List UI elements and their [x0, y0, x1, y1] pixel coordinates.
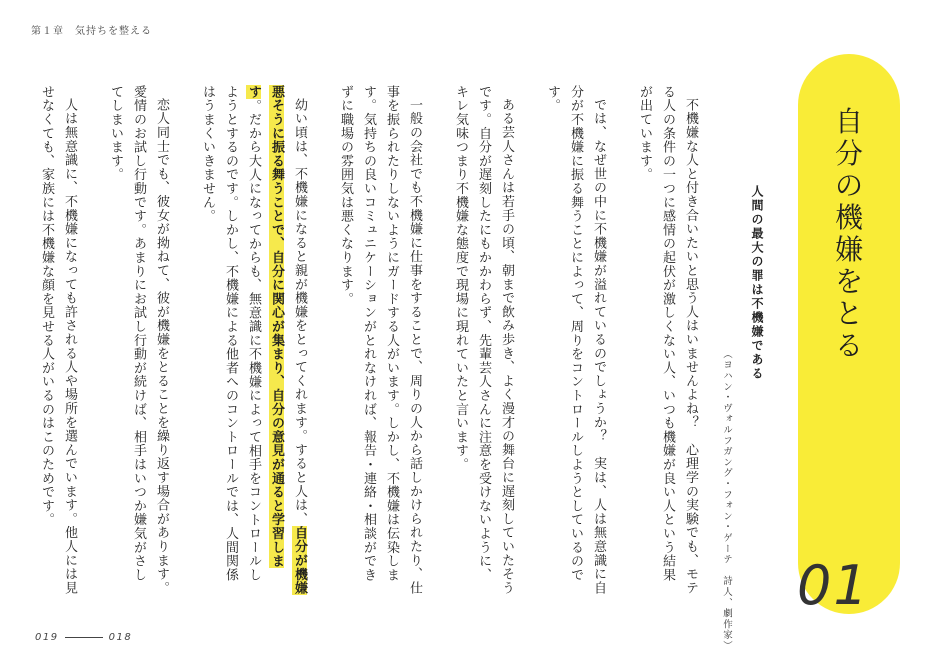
running-head: 第１章 気持ちを整える [31, 26, 152, 37]
chapter-number: 01 [797, 554, 870, 617]
body-paragraph: 不機嫌な人と付き合いたいと思う人はいませんよね？ 心理学の実験でも、モテる人の条件の一つに感情の起伏が激しくない人、いつも機嫌が良い人という結果が出ています。 [637, 85, 698, 595]
chapter-title-char: 嫌 [834, 233, 863, 266]
highlighted-text: 自分が機嫌悪そうに振る舞うことで、自分に関心が集まり、自分の意見が通ると学習します [246, 85, 307, 595]
body-text-run: 幼い頃は、不機嫌になると親が機嫌をとってくれます。すると人は、 [292, 98, 307, 526]
chapter-title [798, 106, 900, 362]
chapter-title-char: 分 [834, 137, 863, 170]
body-paragraph: 人は無意識に、不機嫌になっても許される人や場所を選んでいます。他人には見せなくても、家族には不機嫌な顔を見せる人がいるのはこのためです。 [39, 85, 77, 595]
chapter-title-char: る [834, 329, 863, 362]
page-number-left: 019 [35, 632, 59, 643]
chapter-title-char: 機 [834, 201, 863, 234]
body-paragraph: ある芸人さんは若手の頃、朝まで飲み歩き、よく漫才の舞台に遅刻していたそうです。自分が遅刻したにもかかわらず、先輩芸人さんに注意を受けないように、キレ気味つまり不機嫌な態度で現場に現れていたと言います。 [453, 85, 514, 595]
folio-dash [65, 637, 103, 638]
epigraph-quote: 人間の最大の罪は不機嫌である [750, 185, 764, 381]
chapter-title-char: の [834, 169, 863, 202]
body-text-run: 。だから大人になってからも、無意識に不機嫌によって相手をコントロールしようとするのです。しかし、不機嫌による他者へのコントロールでは、人間関係はうまくいきません。 [200, 85, 261, 582]
epigraph-source: （ヨハン・ヴォルフガング・フォン・ゲーテ 詩人、劇作家） [721, 349, 732, 652]
chapter-title-char: を [834, 265, 863, 298]
chapter-title-char: 自 [834, 105, 863, 138]
body-text [12, 85, 702, 595]
body-paragraph: 恋人同士でも、彼女が拗ねて、彼が機嫌をとることを繰り返す場合があります。愛情のお試し行動です。あまりにお試し行動が続けば、相手はいつか嫌気がさしてしまいます。 [108, 85, 169, 595]
body-paragraph: 一般の会社でも不機嫌に仕事をすることで、周りの人から話しかけられたり、仕事を振られたりしないようにガードする人がいます。しかし、不機嫌は伝染します。気持ちの良いコミュニケーションがとれなければ、報告・連絡・相談ができずに職場の雰囲気は悪くなります。 [338, 85, 422, 595]
chapter-title-char: と [834, 297, 863, 330]
page-numbers [35, 632, 132, 643]
page-number-right: 018 [108, 632, 133, 643]
body-paragraph: では、なぜ世の中に不機嫌が溢れているのでしょうか？ 実は、人は無意識に自分が不機嫌に振る舞うことによって、周りをコントロールしようとしているのです。 [545, 85, 606, 595]
body-paragraph [196, 85, 311, 595]
